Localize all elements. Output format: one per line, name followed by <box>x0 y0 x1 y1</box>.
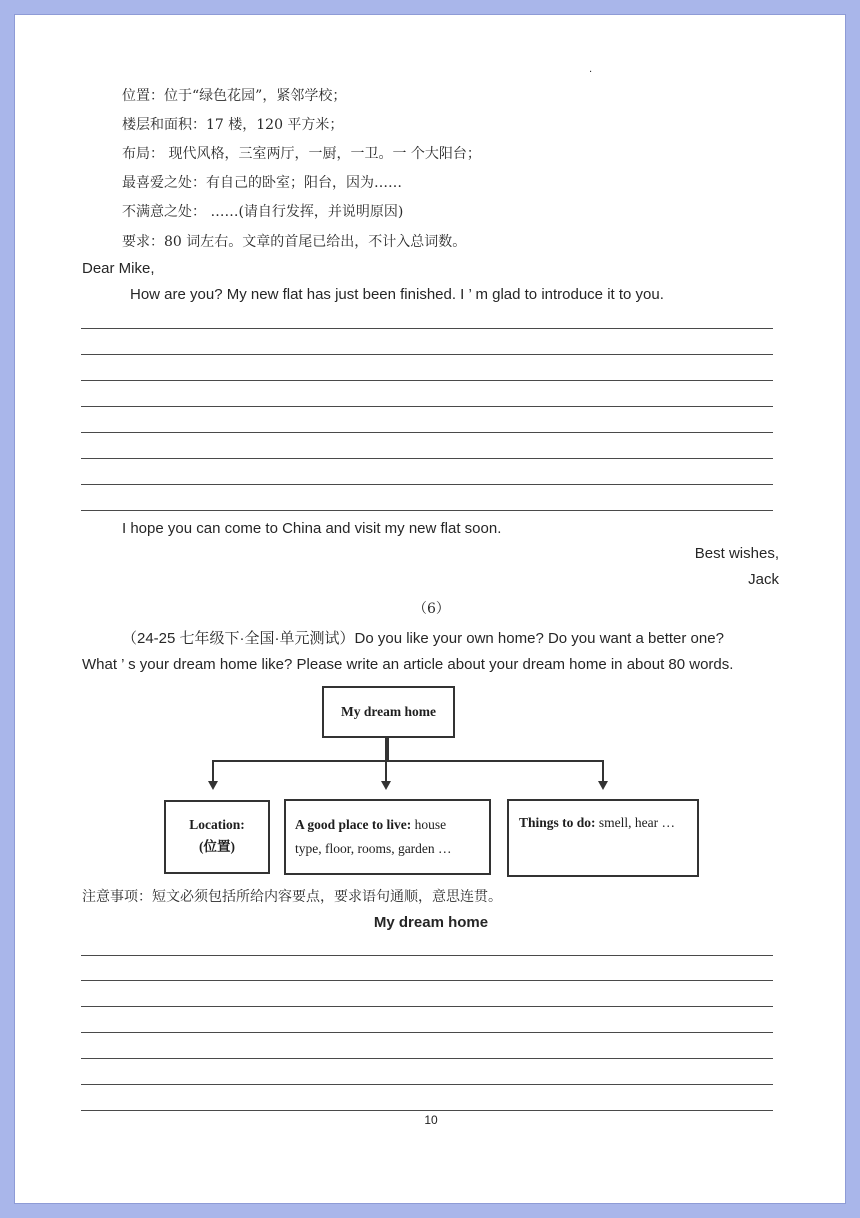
prompt-line-2: What ’ s your dream home like? Please write an article about your dream home in about 80 words. <box>82 656 734 673</box>
place-rest-1: house <box>414 817 447 832</box>
writing-line <box>81 484 773 485</box>
writing-line <box>81 328 773 329</box>
writing-line <box>81 432 773 433</box>
requirement-favorite: 最喜爱之处：有自己的卧室；阳台，因为…… <box>122 175 402 191</box>
diagram-stem <box>387 738 389 761</box>
arrow-down-icon <box>598 781 608 790</box>
diagram-root-box <box>322 686 455 738</box>
diagram-things-box <box>507 799 699 877</box>
writing-line <box>81 380 773 381</box>
diagram-branch-middle <box>385 738 387 782</box>
page-number: 10 <box>424 1113 438 1127</box>
prompt-line-1: （24-25 七年级下·全国·单元测试）Do you like your own home? Do you want a better one? <box>122 630 724 647</box>
writing-line <box>81 955 773 956</box>
arrow-down-icon <box>208 781 218 790</box>
place-label: A good place to live: <box>295 817 412 832</box>
writing-line <box>81 406 773 407</box>
diagram-branch-right <box>602 760 604 782</box>
diagram-branch-left <box>212 760 214 782</box>
writing-line <box>81 1058 773 1059</box>
writing-line <box>81 1110 773 1111</box>
diagram-root-label: My dream home <box>341 704 436 719</box>
requirement-floor-area: 楼层和面积：17 楼，120 平方米； <box>122 117 344 133</box>
arrow-down-icon <box>381 781 391 790</box>
diagram-place-box <box>284 799 491 875</box>
letter-opening: How are you? My new flat has just been finished. I ’ m glad to introduce it to you. <box>130 286 664 303</box>
letter-signoff: Best wishes, <box>694 545 779 562</box>
requirement-dislike: 不满意之处： ……(请自行发挥，并说明原因) <box>122 204 404 220</box>
letter-salutation: Dear Mike, <box>82 260 155 277</box>
writing-line <box>81 354 773 355</box>
writing-line <box>81 1006 773 1007</box>
question-number: （6） <box>413 601 450 617</box>
writing-line <box>81 1032 773 1033</box>
diagram-location-box <box>164 800 270 874</box>
writing-line <box>81 458 773 459</box>
letter-closing: I hope you can come to China and visit my new flat soon. <box>122 520 502 537</box>
requirement-location: 位置：位于“绿色花园”，紧邻学校； <box>122 88 347 104</box>
worksheet-page <box>14 14 846 1204</box>
writing-line <box>81 1084 773 1085</box>
location-cn-label: (位置) <box>199 839 235 854</box>
writing-line <box>81 510 773 511</box>
things-label: Things to do: <box>519 815 596 830</box>
requirement-word-count: 要求：80 词左右。文章的首尾已给出，不计入总词数。 <box>122 234 467 250</box>
place-rest-2: type, floor, rooms, garden … <box>295 841 452 856</box>
things-rest: smell, hear … <box>598 815 676 830</box>
essay-title: My dream home <box>373 914 489 931</box>
requirement-layout: 布局： 现代风格，三室两厅，一厨，一卫。一 个大阳台； <box>122 146 481 162</box>
diagram-branch-bar <box>212 760 604 762</box>
writing-note: 注意事项：短文必须包括所给内容要点，要求语句通顺，意思连贯。 <box>82 889 502 905</box>
dot-mark: · <box>589 67 593 78</box>
letter-signature: Jack <box>748 571 779 588</box>
writing-line <box>81 980 773 981</box>
location-label: Location: <box>189 817 245 832</box>
